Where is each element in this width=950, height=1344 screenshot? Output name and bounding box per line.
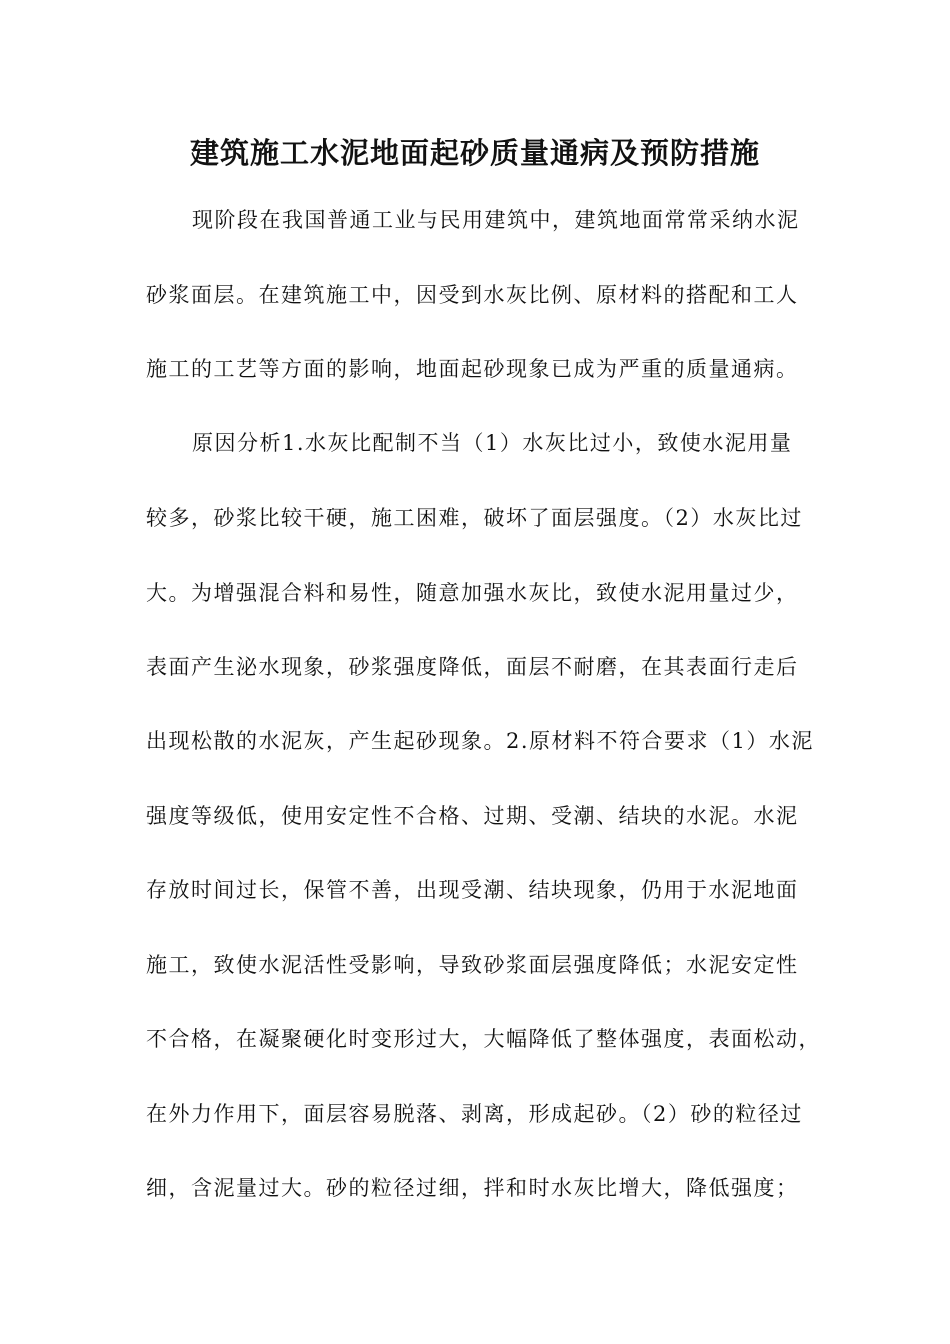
paragraph-line: 施工，致使水泥活性受影响，导致砂浆面层强度降低；水泥安定性 — [146, 953, 799, 977]
paragraph-line: 细，含泥量过大。砂的粒径过细，拌和时水灰比增大，降低强度； — [146, 1176, 799, 1200]
paragraph-line: 不合格，在凝聚硬化时变形过大，大幅降低了整体强度，表面松动， — [146, 1027, 821, 1051]
paragraph-line: 原因分析1.水灰比配制不当（1）水灰比过小，致使水泥用量 — [192, 431, 793, 455]
document-title: 建筑施工水泥地面起砂质量通病及预防措施 — [189, 136, 760, 170]
paragraph-line: 在外力作用下，面层容易脱落、剥离，形成起砂。（2）砂的粒径过 — [146, 1102, 803, 1126]
paragraph-line: 大。为增强混合料和易性，随意加强水灰比，致使水泥用量过少， — [146, 581, 799, 605]
paragraph-line: 表面产生泌水现象，砂浆强度降低，面层不耐磨，在其表面行走后 — [146, 655, 799, 679]
paragraph-line: 出现松散的水泥灰，产生起砂现象。2.原材料不符合要求（1）水泥 — [146, 729, 814, 753]
paragraph-line: 施工的工艺等方面的影响，地面起砂现象已成为严重的质量通病。 — [146, 357, 799, 381]
paragraph-line: 现阶段在我国普通工业与民用建筑中，建筑地面常常采纳水泥 — [192, 208, 800, 232]
paragraph-line: 存放时间过长，保管不善，出现受潮、结块现象，仍用于水泥地面 — [146, 878, 799, 902]
paragraph-line: 砂浆面层。在建筑施工中，因受到水灰比例、原材料的搭配和工人 — [146, 283, 799, 307]
paragraph-line: 强度等级低，使用安定性不合格、过期、受潮、结块的水泥。水泥 — [146, 804, 799, 828]
paragraph-line: 较多，砂浆比较干硬，施工困难，破坏了面层强度。（2）水灰比过 — [146, 506, 803, 530]
